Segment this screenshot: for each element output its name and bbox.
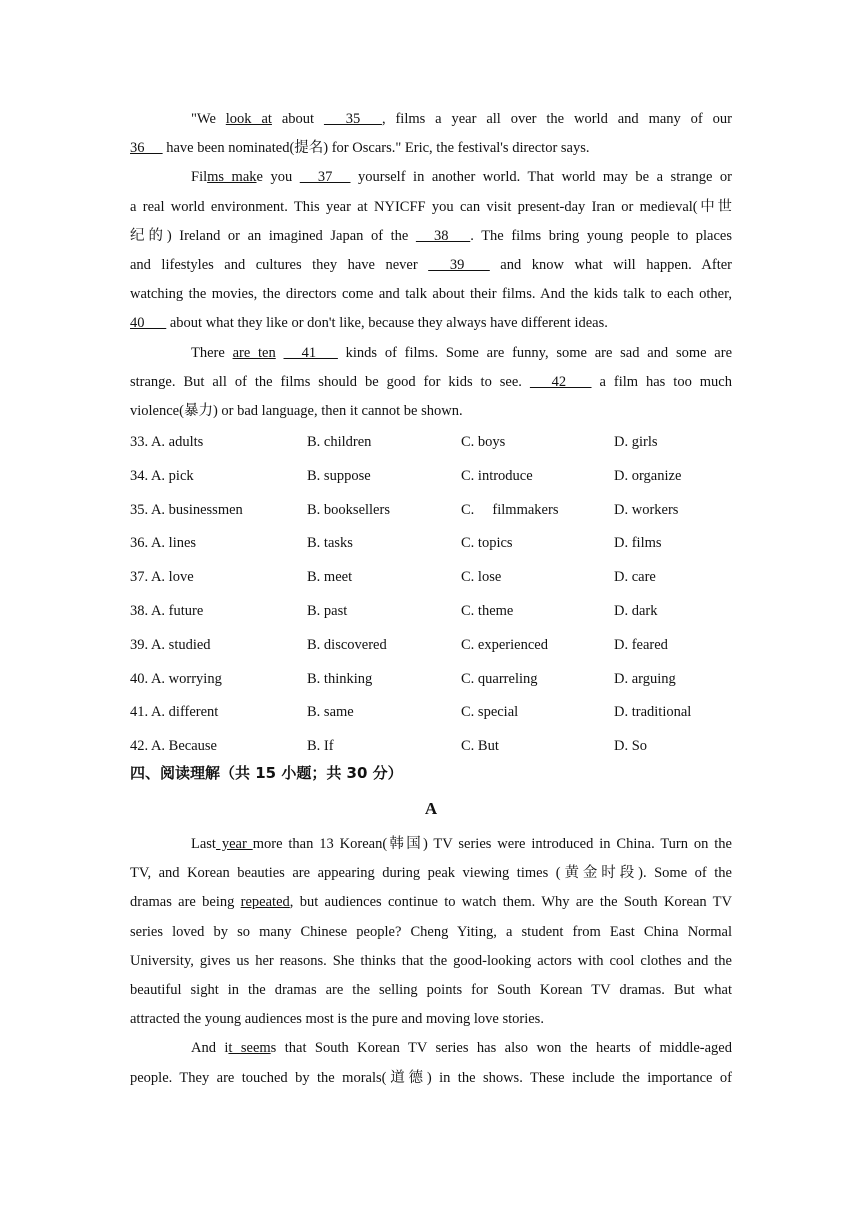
text: strange. But all of the films should be good for kids to see. [130,373,530,390]
option-row-33 [130,426,732,460]
option: 41. A. different [130,704,219,721]
option: 42. A. Because [130,738,217,755]
blank-38: 38 [415,227,471,244]
option: D. care [614,569,656,586]
text: more than 13 Korean(韩国) TV series were introduced in China. Turn on the [252,836,732,853]
blank-37: 37 [299,169,351,186]
text: e you [256,169,300,186]
text: 纪的) Ireland or an imagined Japan of the [130,227,416,244]
option: D. dark [614,603,658,620]
cloze-p3-line3: violence(暴力) or bad language, then it cannot be shown. [130,402,463,419]
passage-a-p1-line1 [130,830,732,859]
option: B. If [307,738,334,755]
text [276,345,284,361]
passage-a-p2-line2: people. They are touched by the morals(道德) in the shows. These include the importance of [130,1069,732,1086]
blank-35: 35 [323,111,382,127]
text: and know what will happen. After [489,256,732,273]
text: "We [191,111,226,127]
option: C. topics [461,535,513,552]
passage-a-p2-line1 [130,1034,732,1063]
option: B. booksellers [307,501,390,518]
option: C. filmmakers [461,501,559,518]
option: C. introduce [461,467,533,484]
cloze-p2-line2: a real world environment. This year at NYICFF you can visit present-day Iran or medieval(中世 [130,198,732,215]
passage-a-p1-line6: beautiful sight in the dramas are the selling points for South Korean TV dramas. But what [130,981,732,998]
option: C. lose [461,569,502,586]
option: C. theme [461,603,514,620]
option: 34. A. pick [130,467,194,484]
cloze-p2-line3 [130,222,732,251]
option: B. past [307,603,348,620]
cloze-p2-line1 [130,163,732,192]
option: C. quarreling [461,670,538,687]
text: And i [191,1040,229,1057]
underlined-text: are ten [232,344,276,361]
option: D. feared [614,636,668,653]
option: B. suppose [307,467,371,484]
option-row-34 [130,460,732,494]
option: B. children [307,434,372,451]
option: C. special [461,704,519,721]
blank-40: 40 [130,315,167,332]
passage-a-p1-line4: series loved by so many Chinese people? Cheng Yiting, a student from East China Normal [130,923,732,940]
option-row-41 [130,696,732,730]
text: Last [191,836,216,853]
option: 37. A. love [130,569,194,586]
cloze-p2-line4 [130,251,732,280]
text: a film has too much [591,373,732,390]
text: have been nominated(提名) for Oscars." Eric, the festival's director says. [162,140,590,157]
option: D. organize [614,467,682,484]
option: B. meet [307,569,353,586]
exam-page [130,105,732,1093]
cloze-p2-line5: watching the movies, the directors come and talk about their films. And the kids talk to each other, [130,286,732,303]
underlined-text: ms mak [207,169,257,186]
option: D. arguing [614,670,676,687]
cloze-p3-line2 [130,368,732,397]
cloze-p3-line1 [130,339,732,368]
passage-title: A [424,799,438,819]
text: about what they like or don't like, because they always have different ideas. [166,315,608,332]
option: D. So [614,738,648,755]
option: B. thinking [307,670,373,687]
text: . The films bring young people to places [470,227,732,244]
underlined-text: year [215,836,253,853]
text: about [271,111,324,127]
option-row-37 [130,561,732,595]
option-row-38 [130,595,732,629]
option: B. same [307,704,354,721]
passage-a-p1-line2: TV, and Korean beauties are appearing during peak viewing times (黄金时段). Some of the [130,865,732,882]
underlined-text: repeated [240,894,290,911]
blank-36: 36 [130,140,163,157]
option: 38. A. future [130,603,204,620]
text: and lifestyles and cultures they have never [130,256,429,273]
option-row-39 [130,629,732,663]
cloze-p1-line2 [130,134,732,163]
option-row-36 [130,527,732,561]
text: Fil [191,169,208,186]
option: 33. A. adults [130,434,204,451]
text: yourself in another world. That world may be a strange or [350,169,733,186]
option: C. experienced [461,636,548,653]
text: dramas are being [130,894,241,911]
option: B. tasks [307,535,353,552]
passage-a-p1-line5: University, gives us her reasons. She thinks that the good-looking actors with cool clothes and the [130,952,732,969]
cloze-p2-line6 [130,309,732,338]
section-heading: 四、阅读理解（共 15 小题；共 30 分） [130,764,403,783]
underlined-text: look at [225,111,272,127]
option: C. boys [461,434,506,451]
option: D. films [614,535,662,552]
option: 36. A. lines [130,535,197,552]
option: C. But [461,738,499,755]
option: D. traditional [614,704,692,721]
underlined-text: t seem [228,1040,271,1057]
option: D. workers [614,501,679,518]
option: D. girls [614,434,658,451]
passage-a-p1-line7: attracted the young audiences most is the pure and moving love stories. [130,1011,544,1028]
text: , films a year all over the world and many of our [381,111,732,127]
option: B. discovered [307,636,387,653]
blank-41: 41 [283,344,338,361]
text: s that South Korean TV series has also won the hearts of middle-aged [270,1040,732,1057]
option: 40. A. worrying [130,670,222,687]
answer-options [130,426,732,764]
passage-a-p1-line3 [130,888,732,917]
cloze-p1-line1 [130,105,732,134]
blank-42: 42 [529,373,592,390]
option: 35. A. businessmen [130,501,243,518]
option: 39. A. studied [130,636,211,653]
option-row-35 [130,494,732,528]
text: , but audiences continue to watch them. Why are the South Korean TV [289,894,732,911]
text: kinds of films. Some are funny, some are sad and some are [337,344,733,361]
blank-39: 39 [428,256,490,273]
option-row-42 [130,730,732,764]
text: There [191,344,233,361]
option-row-40 [130,663,732,697]
